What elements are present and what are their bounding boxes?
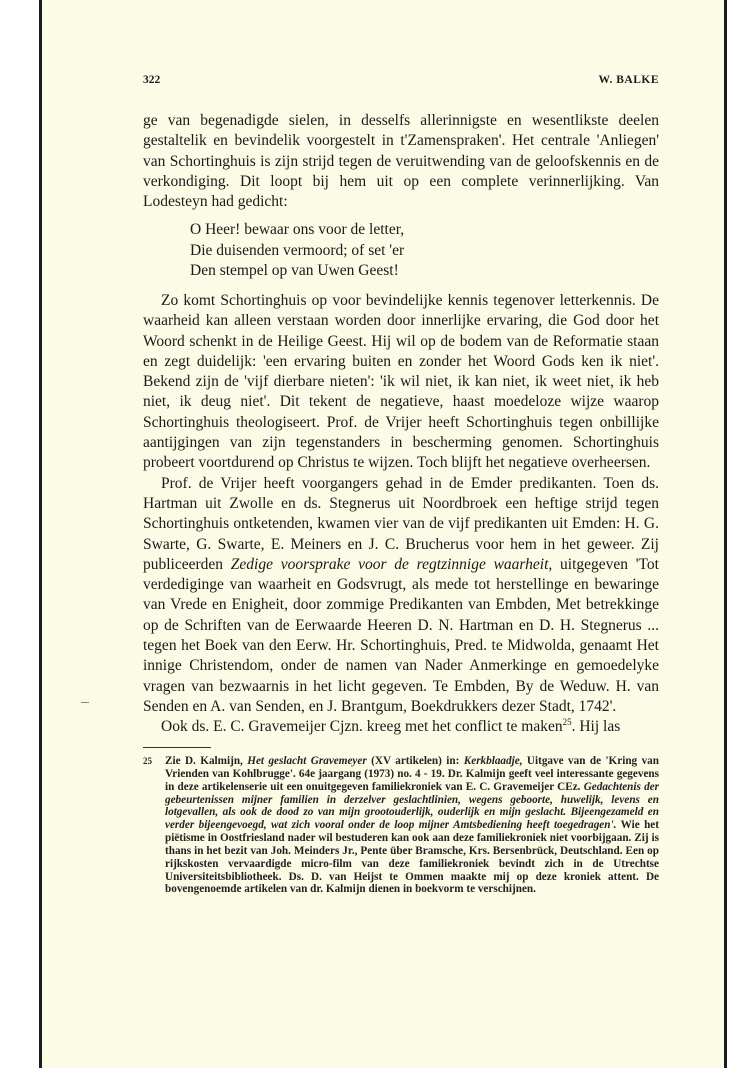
paragraph-4-text: Ook ds. E. C. Gravemeijer Cjzn. kreeg met het conflict te maken xyxy=(161,718,563,736)
footnote-italic: Gedachtenis der gebeurtenissen mijner familien in derzelver geslachtlinien, wegens geboorte, huwelijk, levens en lotgevallen, als ook de dood zo van mijn grootouderlijk, ouderlijk en mijn geslacht. Bijeengezameld en verder bijeengevoegd, wat zich vooral onder de loop mijner Amtsbediening heeft toegedragen'. xyxy=(165,780,659,832)
author-name: W. BALKE xyxy=(598,74,659,86)
paragraph-2: Zo komt Schortinghuis op voor bevindelijke kennis tegenover letterkennis. De waarheid kan alleen verstaan worden door innerlijke ervaring, die God door het Woord schenkt in de Heilige Geest. Hij wil op de bodem van de Reformatie staan en zegt duidelijk: 'een ervaring buiten en zonder het Woord Gods ken ik niet'. Bekend zijn de 'vijf dierbare nieten': 'ik wil niet, ik kan niet, ik weet niet, ik heb niet, ik deug niet'. Dit tekent de negatieve, haast moedeloze wijze waarop Schortinghuis theologiseert. Prof. de Vrijer heeft Schortinghuis tegen onbillijke aantijgingen van zijn tegenstanders in bescherming genomen. Schortinghuis probeert voortdurend op Christus te wijzen. Toch blijft het negatieve overheersen. xyxy=(143,291,659,472)
paragraph-4 xyxy=(143,717,659,737)
paragraph-3 xyxy=(143,474,659,718)
poem-line: Die duisenden vermoord; of set 'er xyxy=(190,241,405,259)
footnote-text xyxy=(165,755,659,896)
footnote-text-part: Wie het piëtisme in Oostfriesland nader wil bestuderen kan ook aan deze familiekroniek niet voorbijgaan. Zij is thans in het bezit van Joh. Meinders Jr., Pente über Bramsche, Krs. Bersenbrück, Deutschland. Een op rijkskosten vervaardigde micro-film van deze familiekroniek bevindt zich in de Utrechtse Universiteitsbibliotheek. Ds. D. van Heijst te Ommen maakte mij op deze kroniek attent. De bovengenoemde artikelen van dr. Kalmijn dienen in boekvorm te verschijnen. xyxy=(165,819,659,896)
paragraph-1: ge van begenadigde sielen, in desselfs allerinnigste en wesentlikste deelen gestaltelik en bevindelik voorgestelt in t'Zamenspraken'. Het centrale 'Anliegen' van Schortinghuis is zijn strijd tegen de veruitwending van de geloofskennis en de verkondiging. Dit loopt bij hem uit op een complete verinnerlijking. Van Lodesteyn had gedicht: xyxy=(143,112,659,211)
paragraph-4-tail: . Hij las xyxy=(571,718,621,736)
page-number: 322 xyxy=(143,74,161,86)
main-text xyxy=(143,111,659,738)
footnote-italic: Kerkblaadje, xyxy=(463,755,523,767)
footnote-text-part: Zie D. Kalmijn, xyxy=(165,755,248,767)
poem-line: Den stempel op van Uwen Geest! xyxy=(190,262,399,280)
footnote-italic: Het geslacht Gravemeyer xyxy=(247,755,367,767)
footnote-text-part: (XV artikelen) in: xyxy=(366,755,464,767)
margin-mark xyxy=(81,702,89,703)
footnote-rule xyxy=(143,747,211,748)
footnote-number: 25 xyxy=(143,756,152,766)
poem-quote xyxy=(190,220,659,282)
footnote xyxy=(143,755,659,896)
paragraph-3-text-cont: uitgegeven 'Tot verdedigingе van waarheit en Godsvrugt, als mede tot herstellinge en bewaringe van Vrede en Enigheit, door zommige Predikanten van Embden, Met betrekkinge op de Schriften van de Eerwaarde Heeren D. N. Hartman en D. H. Stegnerus ... tegen het Boek van den Eerw. Hr. Schortinghuis, Pred. te Midwolda, genaamt Het innige Christendom, onder de namen van Nader Anmerkinge en gemoedelyke vragen van bezwaarnis in het licht gegeven. Te Embden, By de Weduw. H. van Senden en A. van Senden, en J. Brantgum, Boekdrukkers dezer Stadt, 1742'. xyxy=(143,555,659,715)
paragraph-3-text: Prof. de Vrijer heeft voorgangers gehad in de Emder predikanten. Toen ds. Hartman uit Zwolle en ds. Stegnerus uit Noordbroek een heftige strijd tegen Schortinghuis ontketenden, kwamen vier van de vijf predikanten uit Emden: H. G. Swarte, G. Swarte, E. Meiners en J. C. Brucherus voor hem in het geweer. Zij publiceerden xyxy=(143,474,659,573)
footnote-reference: 25 xyxy=(562,717,572,728)
footnote-text-part: Uitgave van de 'Kring van Vrienden van Kohlbrugge'. 64e jaargang (1973) no. 4 - 19. Dr. Kalmijn geeft veel interessante gegevens in deze artikelenserie uit een onuitgegeven familiekroniek van E. C. Gravemeijer CEz. xyxy=(165,755,659,793)
poem-line: O Heer! bewaar ons voor de letter, xyxy=(190,221,405,239)
running-header xyxy=(143,74,659,94)
book-title: Zedige voorsprake voor de regtzinnige waarheit, xyxy=(230,555,553,573)
